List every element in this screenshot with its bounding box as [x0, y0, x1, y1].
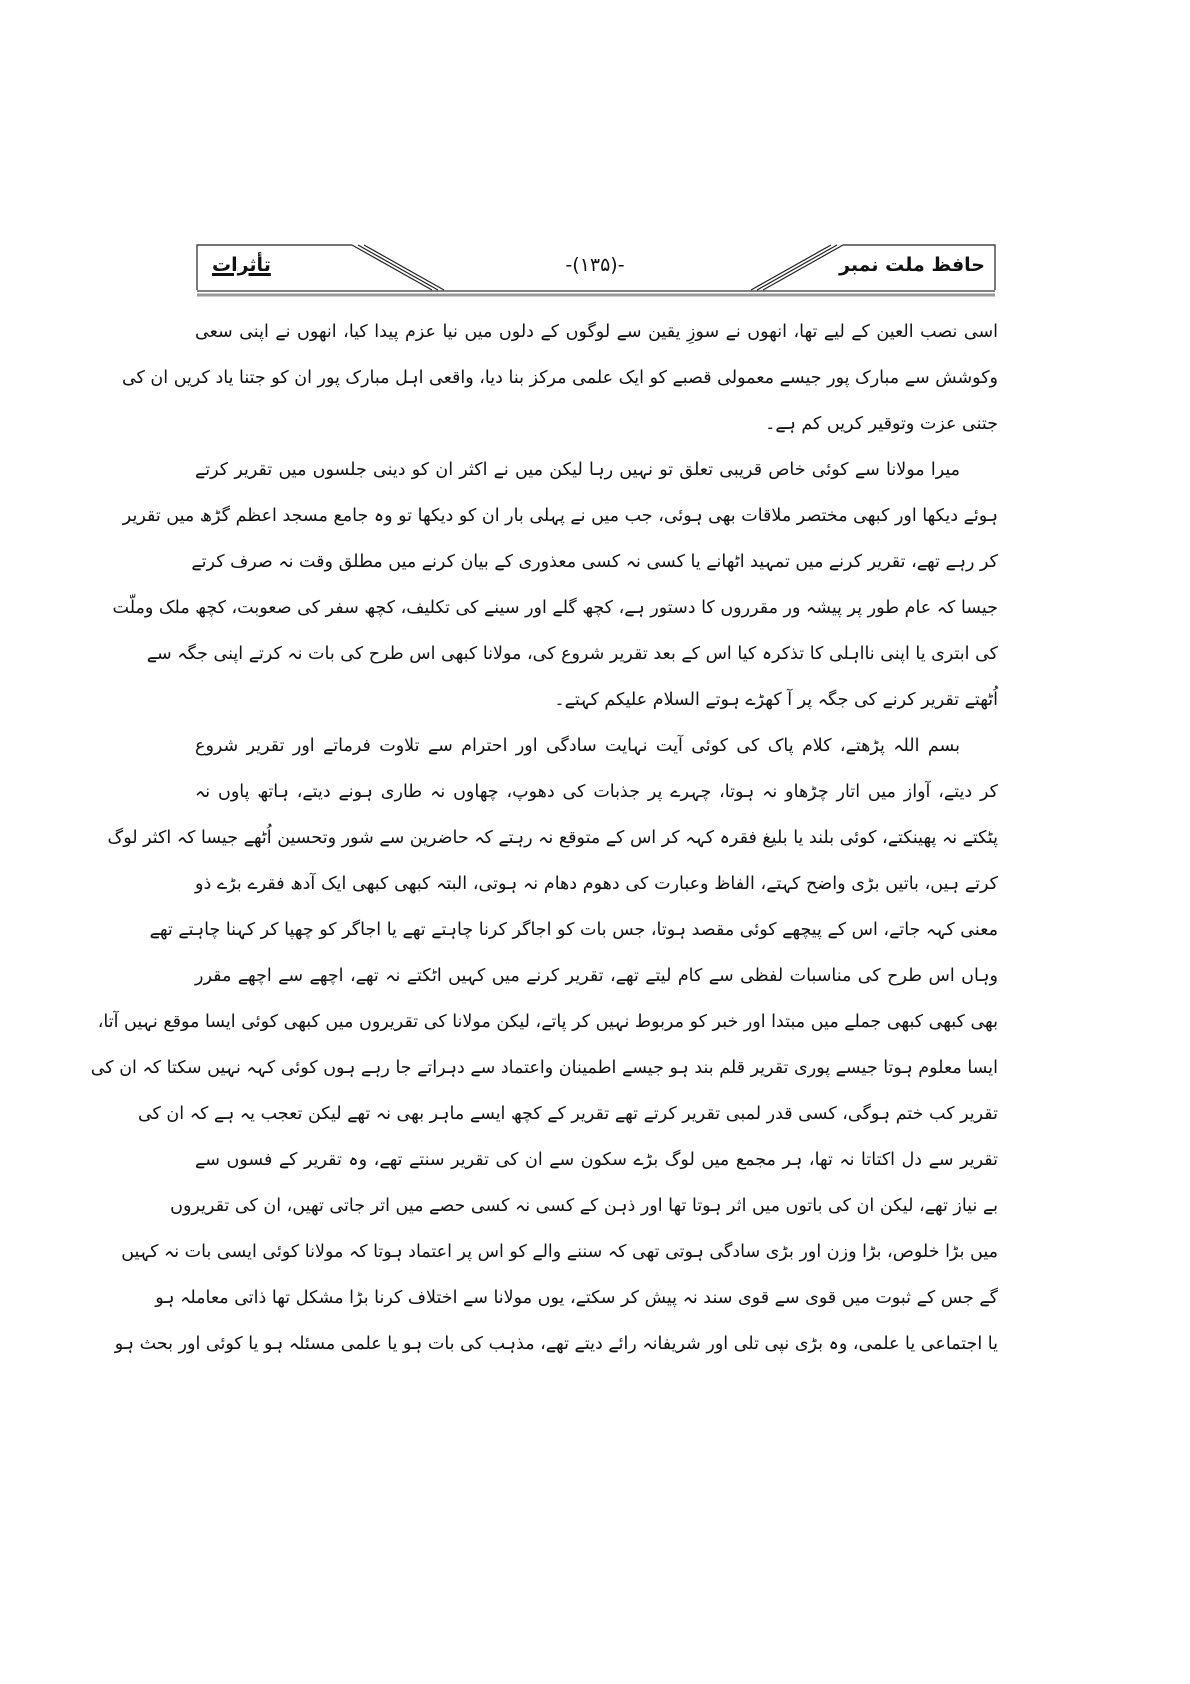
text-line: اُٹھتے تقریر کرنے کی جگہ پر آ کھڑے ہوتے السلام علیکم کہتے۔	[554, 690, 998, 710]
page-number: -(۱۳۵)-	[565, 254, 625, 276]
text-line: گے جس کے ثبوت میں قوی سے قوی سند نہ پیش کر سکتے، یوں مولانا سے اختلاف کرنا بڑا مشکل تھا ذاتی معاملہ ہو	[155, 1288, 998, 1308]
text-line: کر رہے تھے، تقریر کرنے میں تمہید اٹھانے یا کسی نہ کسی معذوری کے بیان کرنے میں مطلق وقت نہ صرف کرتے	[191, 552, 998, 572]
text-line: پٹکتے نہ پھینکتے، کوئی بلند یا بلیغ فقرہ کہہ کر اس کے متوقع نہ رہتے کہ حاضرین سے شور وتحسین اُٹھے جیسا کہ اکثر لوگ	[107, 828, 998, 848]
text-line: بھی کبھی کبھی جملے میں مبتدا اور خبر کو مربوط نہیں کر پاتے، لیکن مولانا کی تقریروں میں کبھی کوئی ایسا موقع نہیں آتا،	[97, 1012, 998, 1032]
text-line: یا اجتماعی یا علمی، وہ بڑی نپی تلی اور شریفانہ رائے دیتے تھے، مذہب کی بات ہو یا علمی مسئلہ ہو یا کوئی اور بحث ہو	[114, 1334, 998, 1354]
section-title: تأثرات	[212, 254, 271, 276]
text-line: تقریر سے دل اکتاتا نہ تھا، ہر مجمع میں لوگ بڑے سکون سے ان کی تقریر سنتے تھے، وہ تقریر کے فسوں سے	[195, 1150, 998, 1170]
text-line: وہاں اس طرح کی مناسبات لفظی سے کام لیتے تھے، تقریر کرنے میں کہیں اٹکتے نہ تھے، اچھے سے اچھے مقرر	[195, 966, 998, 986]
text-line: کرتے ہیں، باتیں بڑی واضح کہتے، الفاظ وعبارت کی دھوم دھام نہ ہوتی، البتہ کبھی کبھی ایک آدھ فقرے بڑے ذو	[195, 874, 998, 894]
text-line: ہوئے دیکھا اور کبھی مختصر ملاقات بھی ہوئی، جب میں نے پہلی بار ان کو دیکھا تو وہ جامع مسجد اعظم گڑھ میں تقریر	[122, 506, 998, 526]
text-line: جیسا کہ عام طور پر پیشہ ور مقرروں کا دستور ہے، کچھ گلے اور سینے کی تکلیف، کچھ سفر کی صعوبت، کچھ ملک وملّت	[112, 598, 998, 618]
text-line: کی ابتری یا اپنی نااہلی کا تذکرہ کیا اس کے بعد تقریر شروع کی، مولانا کبھی اس طرح کی بات نہ کرتے اپنی جگہ سے	[146, 644, 998, 664]
text-line: اسی نصب العین کے لیے تھا، انھوں نے سوزِ یقین سے لوگوں کے دلوں میں نیا عزم پیدا کیا، انھوں نے اپنی سعی	[195, 322, 998, 342]
paragraph-start-line: بسم اللہ پڑھتے، کلام پاک کی کوئی آیت نہایت سادگی اور احترام سے تلاوت فرماتے اور تقریر شروع	[195, 736, 960, 756]
text-line: کر دیتے، آواز میں اتار چڑھاو نہ ہوتا، چہرے پر جذبات کی دھوپ، چھاوں نہ طاری ہونے دیتے، ہاتھ پاوں نہ	[195, 782, 998, 802]
text-line: تقریر کب ختم ہوگی، کسی قدر لمبی تقریر کرتے تھے تقریر کے کچھ ایسے ماہر بھی نہ تھے لیکن تعجب یہ ہے کہ ان کی	[137, 1104, 998, 1124]
text-line: بے نیاز تھے، لیکن ان کی باتوں میں اثر ہوتا تھا اور ذہن کے کسی نہ کسی حصے میں اتر جاتی تھیں، ان کی تقریروں	[170, 1196, 998, 1216]
text-line: جتنی عزت وتوقیر کریں کم ہے۔	[765, 414, 998, 434]
paragraph-start-line: میرا مولانا سے کوئی خاص قریبی تعلق تو نہیں رہا لیکن میں نے اکثر ان کو دینی جلسوں میں تقریر کرتے	[195, 460, 960, 480]
article-body	[90, 309, 998, 1367]
journal-title: حافظ ملت نمبر	[839, 254, 985, 276]
text-line: ایسا معلوم ہوتا جیسے پوری تقریر قلم بند ہو جیسے اطمینان واعتماد سے دہراتے جا رہے ہوں کوئی کہہ نہیں سکتا کہ ان کی	[90, 1058, 998, 1078]
text-line: میں بڑا خلوص، بڑا وزن اور بڑی سادگی ہوتی تھی کہ سننے والے کو اس پر اعتماد ہوتا کہ مولانا کوئی ایسی بات نہ کہیں	[121, 1242, 998, 1262]
page-header	[0, 0, 1190, 310]
text-line: معنی کہہ جاتے، اس کے پیچھے کوئی مقصد ہوتا، جس بات کو اجاگر کرنا چاہتے تھے یا اجاگر کو چھپا کر کہنا چاہتے تھے	[149, 920, 998, 940]
text-line: وکوشش سے مبارک پور جیسے معمولی قصبے کو ایک علمی مرکز بنا دیا، واقعی اہل مبارک پور ان کو جتنا یاد کریں ان کی	[121, 368, 998, 388]
